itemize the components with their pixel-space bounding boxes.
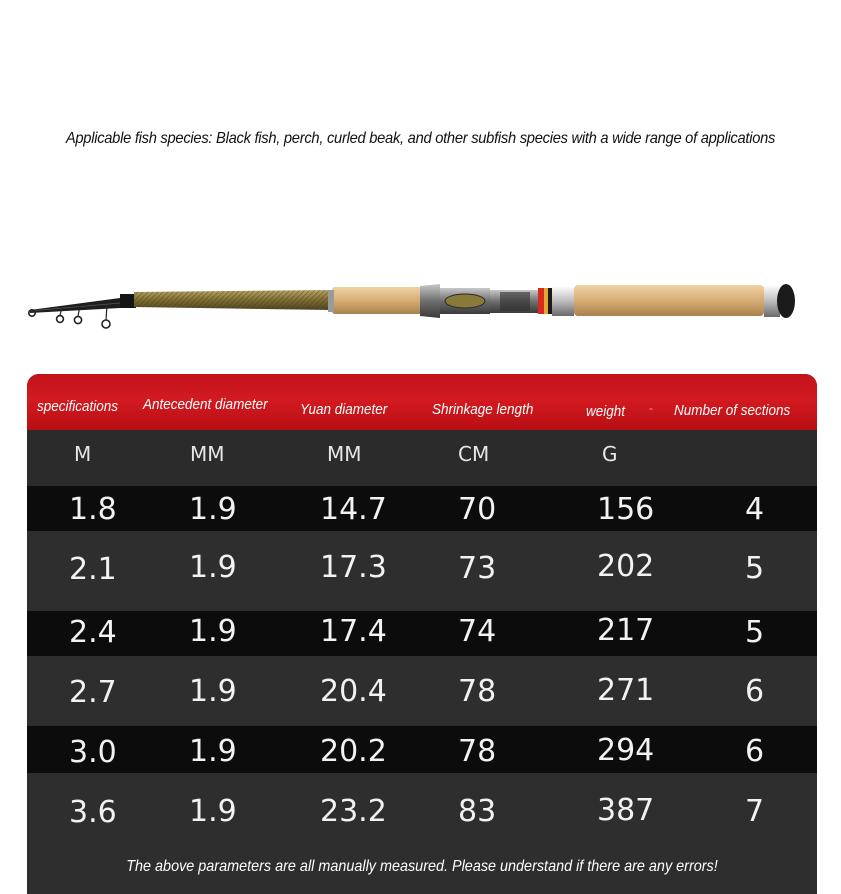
cell-sections: 4 (745, 492, 765, 527)
cell-length: 2.7 (69, 675, 117, 710)
cell-yuan: 14.7 (320, 492, 387, 527)
cell-length: 3.6 (69, 795, 117, 830)
cell-weight: 217 (597, 613, 655, 648)
cell-sections: 6 (745, 674, 765, 709)
table-row (27, 656, 817, 726)
cell-sections: 6 (745, 734, 765, 769)
cell-antecedent: 1.9 (189, 492, 237, 527)
cell-length: 3.0 (69, 735, 117, 770)
cell-length: 1.8 (69, 492, 117, 527)
cell-shrinkage: 78 (458, 674, 497, 709)
table-row (27, 726, 817, 773)
cell-antecedent: 1.9 (189, 614, 237, 649)
cell-shrinkage: 70 (458, 492, 497, 527)
cell-length: 2.4 (69, 615, 117, 650)
cell-shrinkage: 83 (458, 794, 497, 829)
cell-sections: 5 (745, 551, 765, 586)
cell-yuan: 20.2 (320, 734, 387, 769)
cell-shrinkage: 73 (458, 551, 497, 586)
cell-weight: 156 (597, 492, 655, 527)
cell-antecedent: 1.9 (189, 550, 237, 585)
cell-weight: 387 (597, 793, 655, 828)
cell-yuan: 17.3 (320, 550, 387, 585)
cell-weight: 294 (597, 733, 655, 768)
unit-weight: G (602, 442, 618, 466)
header-divider-mark: - (649, 401, 653, 415)
cell-weight: 271 (597, 673, 655, 708)
unit-yuan: MM (327, 442, 362, 466)
table-row (27, 486, 817, 531)
cell-shrinkage: 74 (458, 614, 497, 649)
header-number-of-sections: Number of sections (674, 402, 791, 419)
header-shrinkage-length: Shrinkage length (432, 401, 534, 418)
cell-antecedent: 1.9 (189, 734, 237, 769)
cell-sections: 5 (745, 615, 765, 650)
cell-yuan: 20.4 (320, 674, 387, 709)
cell-antecedent: 1.9 (189, 674, 237, 709)
subtitle: Applicable fish species: Black fish, perch, curled beak, and other subfish species with a wide range of applications (65, 130, 776, 147)
table-row (27, 611, 817, 656)
disclaimer-note: The above parameters are all manually measured. Please understand if there are any errors! (126, 858, 718, 875)
cell-yuan: 23.2 (320, 794, 387, 829)
header-weight: weight (586, 403, 626, 420)
cell-antecedent: 1.9 (189, 794, 237, 829)
unit-shrinkage: CM (458, 442, 490, 466)
table-row (27, 531, 817, 611)
cell-shrinkage: 78 (458, 734, 497, 769)
header-specifications: specifications (37, 398, 119, 415)
cell-yuan: 17.4 (320, 614, 387, 649)
unit-antecedent: MM (190, 442, 225, 466)
cell-weight: 202 (597, 549, 655, 584)
cell-length: 2.1 (69, 552, 117, 587)
header-yuan-diameter: Yuan diameter (300, 401, 388, 418)
fishing-rod-image (20, 270, 820, 340)
unit-length: M (74, 442, 92, 466)
header-antecedent-diameter: Antecedent diameter (143, 396, 268, 413)
table-header (27, 374, 817, 430)
spec-table (27, 374, 817, 894)
cell-sections: 7 (745, 794, 765, 829)
